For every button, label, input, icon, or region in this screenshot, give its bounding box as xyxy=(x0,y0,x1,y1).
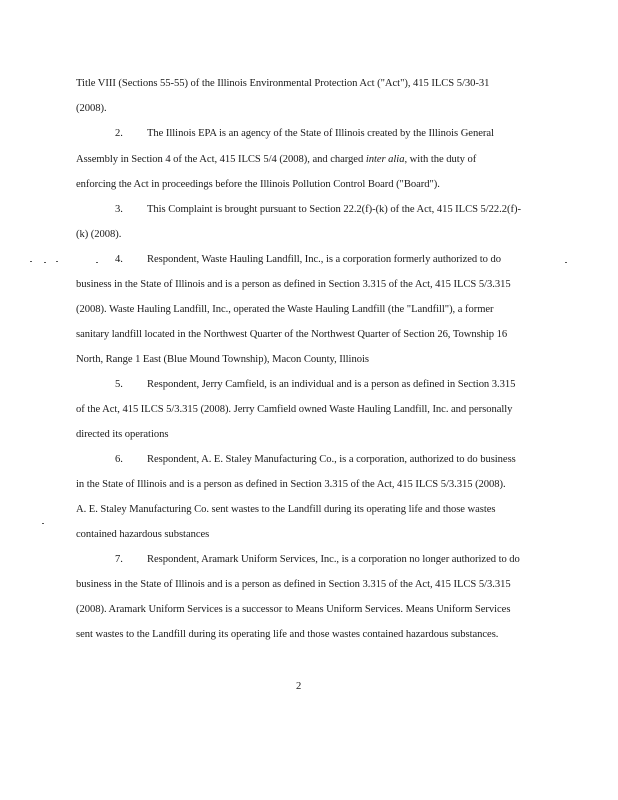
paragraph-3-text: This Complaint is brought pursuant to Section 22.2(f)-(k) of the Act, 415 ILCS 5/22.2(f)- xyxy=(147,204,521,215)
paragraph-3-number: 3. xyxy=(115,204,123,215)
scan-speck xyxy=(30,261,32,262)
paragraph-4-line-3: (2008). Waste Hauling Landfill, Inc., operated the Waste Hauling Landfill (the "Landfill"), a former xyxy=(76,304,494,315)
paragraph-3-line-2: (k) (2008). xyxy=(76,229,122,240)
paragraph-7-line-4: sent wastes to the Landfill during its operating life and those wastes contained hazardous substances. xyxy=(76,629,499,640)
paragraph-2-number: 2. xyxy=(115,128,123,139)
paragraph-4-text: Respondent, Waste Hauling Landfill, Inc., is a corporation formerly authorized to do xyxy=(147,254,501,265)
paragraph-2-line-2-italic: inter alia xyxy=(365,154,405,165)
scan-speck xyxy=(96,262,98,263)
paragraph-6-line-1 xyxy=(115,453,528,466)
paragraph-1-line-1: Title VIII (Sections 55-55) of the Illinois Environmental Protection Act ("Act"), 415 ILCS 5/30-31 xyxy=(76,78,490,89)
paragraph-7-line-2: business in the State of Illinois and is a person as defined in Section 3.315 of the Act, 415 ILCS 5/3.315 xyxy=(76,579,511,590)
paragraph-5-line-2: of the Act, 415 ILCS 5/3.315 (2008). Jerry Camfield owned Waste Hauling Landfill, Inc. and personally xyxy=(76,404,513,415)
paragraph-1-line-2: (2008). xyxy=(76,103,107,114)
paragraph-2-line-2 xyxy=(76,153,528,166)
scan-speck xyxy=(565,262,567,263)
paragraph-6-line-2: in the State of Illinois and is a person as defined in Section 3.315 of the Act, 415 ILCS 5/3.315 (2008). xyxy=(76,479,506,490)
paragraph-7-line-1 xyxy=(115,553,528,566)
scan-speck xyxy=(42,523,44,524)
paragraph-5-number: 5. xyxy=(115,379,123,390)
paragraph-6-text: Respondent, A. E. Staley Manufacturing Co., is a corporation, authorized to do business xyxy=(147,454,516,465)
page-number: 2 xyxy=(296,681,302,692)
paragraph-6-number: 6. xyxy=(115,454,123,465)
paragraph-6-line-4: contained hazardous substances xyxy=(76,529,210,540)
paragraph-2-line-2-a: Assembly in Section 4 of the Act, 415 ILCS 5/4 (2008), and charged xyxy=(76,154,366,165)
paragraph-5-text: Respondent, Jerry Camfield, is an individual and is a person as defined in Section 3.315 xyxy=(147,379,516,390)
paragraph-4-line-5: North, Range 1 East (Blue Mound Township), Macon County, Illinois xyxy=(76,354,369,365)
paragraph-4-line-4: sanitary landfill located in the Northwest Quarter of the Northwest Quarter of Section 26, Township 16 xyxy=(76,329,508,340)
paragraph-2-line-1 xyxy=(115,127,528,140)
paragraph-6-line-3: A. E. Staley Manufacturing Co. sent wastes to the Landfill during its operating life and those wastes xyxy=(76,504,496,515)
paragraph-7-line-3: (2008). Aramark Uniform Services is a successor to Means Uniform Services. Means Uniform Services xyxy=(76,604,511,615)
paragraph-2-line-3: enforcing the Act in proceedings before the Illinois Pollution Control Board ("Board"). xyxy=(76,179,440,190)
paragraph-4-number: 4. xyxy=(115,254,123,265)
scan-speck xyxy=(56,261,58,262)
paragraph-5-line-3: directed its operations xyxy=(76,429,169,440)
paragraph-4-line-2: business in the State of Illinois and is a person as defined in Section 3.315 of the Act, 415 ILCS 5/3.315 xyxy=(76,279,511,290)
paragraph-2-text: The Illinois EPA is an agency of the State of Illinois created by the Illinois General xyxy=(147,128,494,139)
paragraph-7-number: 7. xyxy=(115,554,123,565)
paragraph-4-line-1 xyxy=(115,253,528,266)
paragraph-5-line-1 xyxy=(115,378,528,391)
paragraph-7-text: Respondent, Aramark Uniform Services, Inc., is a corporation no longer authorized to do xyxy=(147,554,520,565)
paragraph-3-line-1 xyxy=(115,203,528,216)
scan-speck xyxy=(44,262,46,263)
paragraph-2-line-2-b: , with the duty of xyxy=(404,154,477,165)
